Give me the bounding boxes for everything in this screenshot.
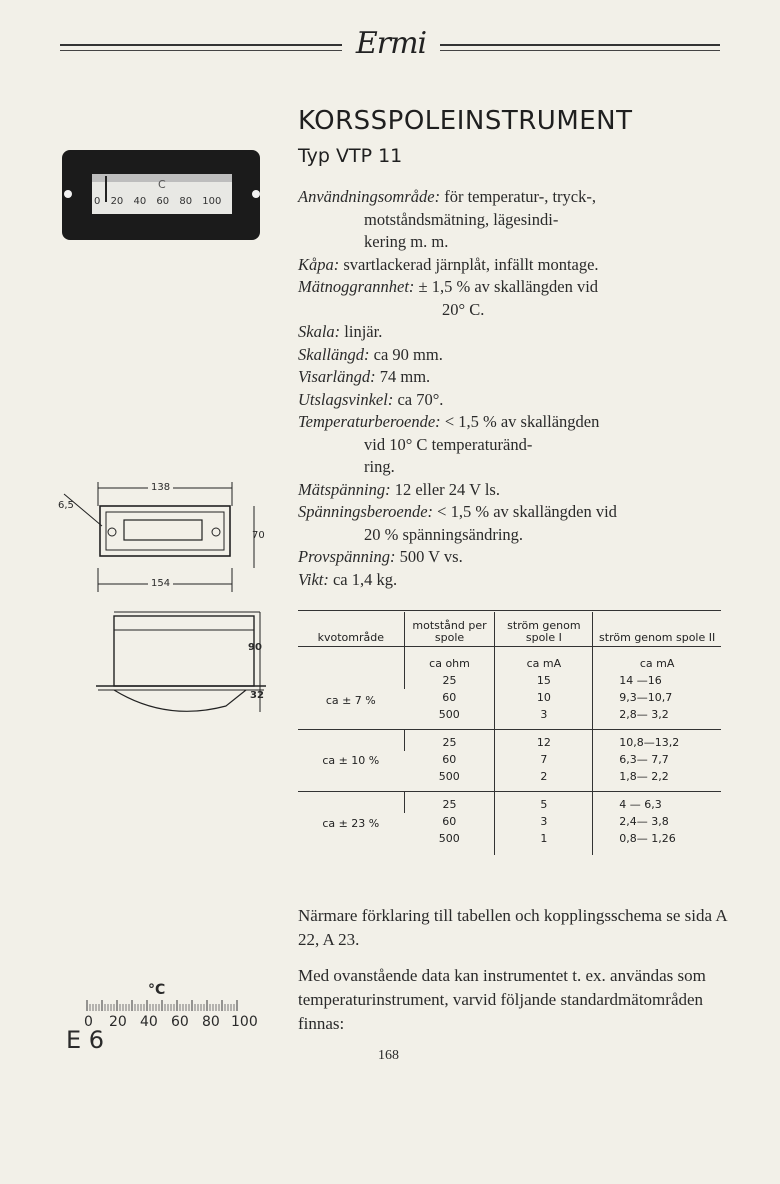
spec-temp-dependence-cont-2: ring. bbox=[364, 457, 395, 476]
cell: 2,8— 3,2 bbox=[593, 706, 721, 730]
cell: 4 — 6,3 bbox=[593, 792, 721, 814]
header-strom-2: ström genom spole II bbox=[593, 612, 721, 647]
header-kvotomrade: kvotområde bbox=[298, 612, 404, 647]
dim-offset: 6,5 bbox=[58, 500, 74, 511]
spec-temp-dependence: Temperaturberoende: < 1,5 % av skallängden bbox=[298, 412, 600, 431]
instrument-unit: C bbox=[158, 178, 166, 191]
cell: 6,3— 7,7 bbox=[593, 751, 721, 768]
cell: 3 bbox=[495, 706, 593, 730]
spec-test-voltage: Provspänning: 500 V vs. bbox=[298, 547, 463, 566]
note-reference: Närmare förklaring till tabellen och kopplingsschema se sida A 22, A 23. bbox=[298, 906, 727, 949]
dim-front-outer: 154 bbox=[148, 578, 173, 589]
spec-accuracy-cont: 20° C. bbox=[442, 299, 485, 319]
instrument-photo bbox=[58, 150, 264, 240]
table-units-row bbox=[298, 647, 721, 673]
cell: 12 bbox=[495, 730, 593, 752]
cell: 500 bbox=[438, 832, 460, 845]
spec-voltage-dependence-cont: 20 % spänningsändring. bbox=[364, 524, 524, 544]
dim-depth: 90 bbox=[248, 642, 262, 653]
page-title: KORSSPOLEINSTRUMENT bbox=[298, 106, 633, 136]
cell: 0,8— 1,26 bbox=[593, 830, 721, 855]
spec-temp-dependence-cont-1: vid 10° C temperaturänd- bbox=[364, 434, 533, 454]
dim-front-width: 138 bbox=[148, 482, 173, 493]
spec-weight: Vikt: ca 1,4 kg. bbox=[298, 569, 398, 589]
spec-voltage-dependence: Spänningsberoende: < 1,5 % av skallängden vid bbox=[298, 502, 617, 521]
cell: 25 bbox=[404, 672, 495, 689]
spec-usage: Användningsområde: för temperatur-, tryck-, bbox=[298, 187, 596, 206]
dim-bezel: 32 bbox=[250, 690, 264, 701]
table-header-row bbox=[298, 612, 721, 647]
cell: 500 bbox=[438, 708, 460, 721]
dim-front-height: 70 bbox=[252, 530, 265, 541]
cell: 10,8—13,2 bbox=[593, 730, 721, 752]
unit-ohm: ca ohm bbox=[404, 647, 495, 673]
specifications bbox=[298, 186, 728, 591]
brand-logo: Ermi bbox=[355, 26, 427, 61]
table-row bbox=[298, 792, 721, 814]
header-rule-left bbox=[60, 44, 342, 46]
range-cell: ca ± 10 % bbox=[298, 730, 404, 792]
cell: 14 —16 bbox=[593, 672, 721, 689]
cell: 60 bbox=[442, 815, 457, 828]
cell: 3 bbox=[495, 813, 593, 830]
scale-example-ticks bbox=[84, 998, 244, 1012]
unit-ma-2: ca mA bbox=[593, 647, 721, 673]
cell: 5 bbox=[495, 792, 593, 814]
header-rule-right-2 bbox=[440, 50, 720, 51]
header-rule-right bbox=[440, 44, 720, 46]
spec-voltage: Mätspänning: 12 eller 24 V ls. bbox=[298, 479, 500, 499]
cell: 10 bbox=[495, 689, 593, 706]
range-cell: ca ± 23 % bbox=[298, 792, 404, 856]
spec-pointer-length: Visarlängd: 74 mm. bbox=[298, 367, 431, 386]
table-top-border bbox=[298, 610, 721, 611]
note-usage: Med ovanstående data kan instrumentet t. ex. användas som temperaturinstrument, varvid följande standardmätområden finnas: bbox=[298, 966, 706, 1033]
cell: 500 bbox=[438, 770, 460, 783]
unit-blank bbox=[298, 647, 404, 673]
scale-example-unit: °C bbox=[148, 982, 166, 998]
spec-deflection: Utslagsvinkel: ca 70°. bbox=[298, 389, 444, 409]
spec-usage-cont-1: motståndsmätning, lägesindi- bbox=[364, 209, 559, 229]
unit-ma-1: ca mA bbox=[495, 647, 593, 673]
table-row bbox=[298, 730, 721, 752]
table-row bbox=[298, 672, 721, 689]
page-number: 168 bbox=[378, 1048, 399, 1063]
page-subtitle: Typ VTP 11 bbox=[298, 145, 403, 167]
cell: 15 bbox=[495, 672, 593, 689]
spec-kapa: Kåpa: svartlackerad järnplåt, infällt montage. bbox=[298, 254, 599, 274]
cell: 60 bbox=[442, 691, 457, 704]
spec-scale: Skala: linjär. bbox=[298, 322, 383, 341]
header-rule-left-2 bbox=[60, 50, 342, 51]
spec-accuracy: Mätnoggrannhet: ± 1,5 % av skallängden vid bbox=[298, 277, 599, 296]
cell: 1,8— 2,2 bbox=[593, 768, 721, 792]
cell: 7 bbox=[495, 751, 593, 768]
page-code: E 6 bbox=[66, 1026, 105, 1054]
cell: 60 bbox=[442, 753, 457, 766]
header-motstand: motstånd per spole bbox=[404, 612, 495, 647]
side-dimension-drawing bbox=[96, 606, 272, 720]
current-table bbox=[298, 612, 721, 855]
spec-scale-length: Skallängd: ca 90 mm. bbox=[298, 344, 443, 364]
cell: 9,3—10,7 bbox=[593, 689, 721, 706]
spec-usage-cont-2: kering m. m. bbox=[364, 232, 449, 251]
range-cell: ca ± 7 % bbox=[325, 694, 376, 707]
instrument-scale-labels: 0 20 40 60 80 100 bbox=[94, 196, 222, 207]
cell: 2,4— 3,8 bbox=[593, 813, 721, 830]
cell: 1 bbox=[495, 830, 593, 855]
cell: 25 bbox=[404, 730, 495, 752]
cell: 2 bbox=[495, 768, 593, 792]
cell: 25 bbox=[404, 792, 495, 814]
header-strom-1: ström genom spole I bbox=[495, 612, 593, 647]
